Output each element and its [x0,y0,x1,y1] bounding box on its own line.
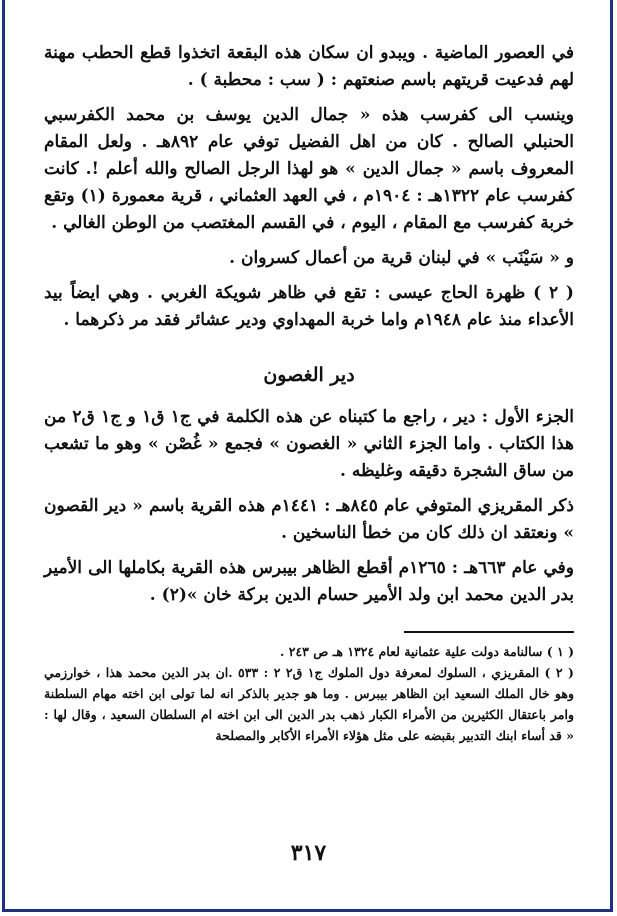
section-paragraph-3: وفي عام ٦٦٣هـ : ١٢٦٥م أقطع الظاهر بيبرس هذه القرية بكاملها الى الأمير بدر الدين محمد ابن ولد الأمير حسام الدين بركة خان »(٢) . [44,558,575,605]
page-body [44,40,574,746]
footnote-2: ( ٢ ) المقريزي ، السلوك لمعرفة دول الملوك ج١ ق٢ ٢ : ٥٣٣ .ان بدر الدين محمد هذا ، خوارزمي وهو خال الملك السعيد ابن الظاهر بيبرس . وما هو جدير بالذكر انه لما تولى ابن اخته مهام السلطنة وامر باعتقال الكثيرين من الأمراء الكبار ذهب بدر الدين الى ابن اخته ام السلطان السعيد ، وقال لها : « قد أساء ابنك التدبير بقبضه على مثل هؤلاء الأمراء الأكابر والمصلحة [44,665,574,743]
paragraph-4: ( ٢ ) ظهرة الحاج عيسى : تقع في ظاهر شويكة الغربي . وهي ايضاً بيد الأعداء منذ عام ١٩٤٨م واما خربة المهداوي ودير عشائر فقد مر ذكرهما . [44,283,574,330]
section-paragraph-1: الجزء الأول : دير ، راجع ما كتبناه عن هذه الكلمة في ج١ ق١ و ج١ ق٢ من هذا الكتاب . واما الجزء الثاني « الغصون » فجمع « غُصْن » وهو ما تشعب من ساق الشجرة دقيقه وغليظه . [44,407,574,481]
paragraph-1: في العصور الماضية . ويبدو ان سكان هذه البقعة اتخذوا قطع الحطب مهنة لهم فدعيت قريتهم باسم صنعتهم : ( سب : محطبة ) . [44,43,574,90]
paragraph-3: و « سَيْنَب » في لبنان قرية من أعمال كسروان . [229,248,574,268]
page-number: ٣١٧ [290,840,327,866]
section-paragraph-2: ذكر المقريزي المتوفي عام ٨٤٥هـ : ١٤٤١م هذه القرية باسم « دير القصون » ونعتقد ان ذلك كان من خطأ الناسخين . [44,496,574,543]
section-title: دير الغصون [263,364,355,386]
footnote-1: ( ١ ) سالنامة دولت علية عثمانية لعام ١٣٢٤ هـ ص ٢٤٣ . [280,644,574,659]
paragraph-2: وينسب الى كفرسب هذه « جمال الدين يوسف بن محمد الكفرسبي الحنبلي الصالح . كان من اهل الفضيل توفي عام ٨٩٢هـ . ولعل المقام المعروف باسم « جمال الدين » هو لهذا الرجل الصالح والله أعلم !. كانت كفرسب عام ١٣٢٢هـ : ١٩٠٤م ، في العهد العثماني ، قرية معمورة (١) وتقع خربة كفرسب مع المقام ، اليوم ، في القسم المغتصب من الوطن الغالي . [44,105,575,233]
footnote-divider [404,631,574,633]
